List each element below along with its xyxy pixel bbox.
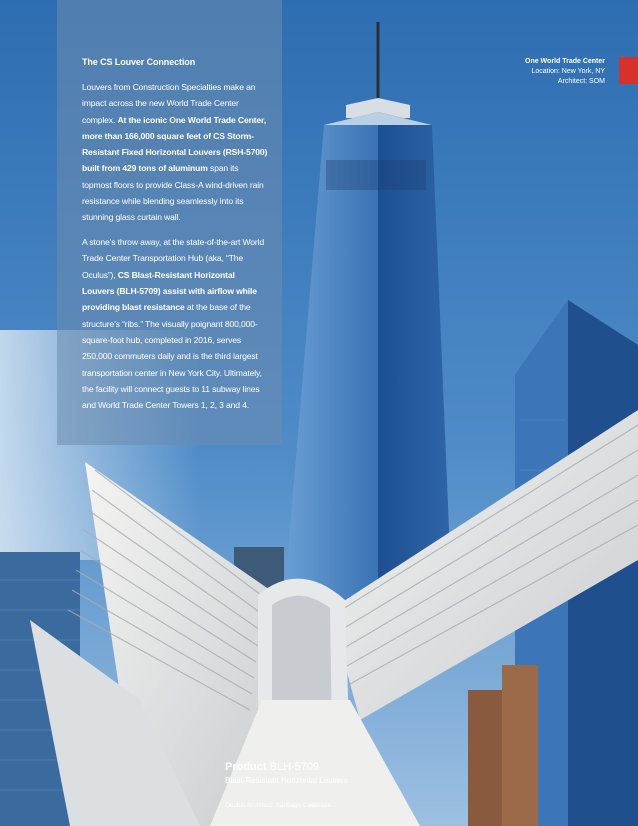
- product-name: Blast-Resistant Horizontal Louvers: [225, 776, 348, 785]
- caption-title: One World Trade Center: [525, 58, 605, 65]
- caption-location: Location: New York, NY: [531, 68, 605, 75]
- product-caption: [225, 761, 348, 810]
- panel-title: The CS Louver Connection: [82, 57, 196, 67]
- paragraph-1: Louvers from Construction Specialties make an impact across the new World Trade Center complex. At the iconic One World Trade Center, more than 166,000 square feet of CS Storm-Resistant Fixed Horizontal Louvers (RSH-5700) built from 429 tons of aluminum span its topmost floors to provide Class-A wind-driven rain resistance while blending seamlessly into its stunning glass curtain wall.: [82, 82, 268, 223]
- caption-architect: Architect: SOM: [557, 78, 605, 85]
- red-tab-marker: [619, 57, 638, 84]
- paragraph-2: A stone’s throw away, at the state-of-the-art World Trade Center Transportation Hub (aka, “The Oculus”), CS Blast-Resistant Horizontal Louvers (BLH-5709) assist with airflow while providing blast resistance at the base of the structure’s “ribs.” The visually poignant 800,000-square-foot hub, completed in 2016, serves 250,000 commuters daily and is the third largest transportation center in New York City. Ultimately, the facility will connect guests to 11 subway lines and World Trade Center Towers 1, 2, 3 and 4.: [82, 237, 264, 411]
- panel-body: [82, 79, 268, 422]
- product-code: BLH-5709: [269, 761, 320, 773]
- photo-caption: [445, 57, 605, 87]
- product-architect: Oculus Architect: Santiago Calatrava: [225, 802, 331, 809]
- brick-building-2: [502, 665, 538, 826]
- product-label: Product: [225, 761, 267, 773]
